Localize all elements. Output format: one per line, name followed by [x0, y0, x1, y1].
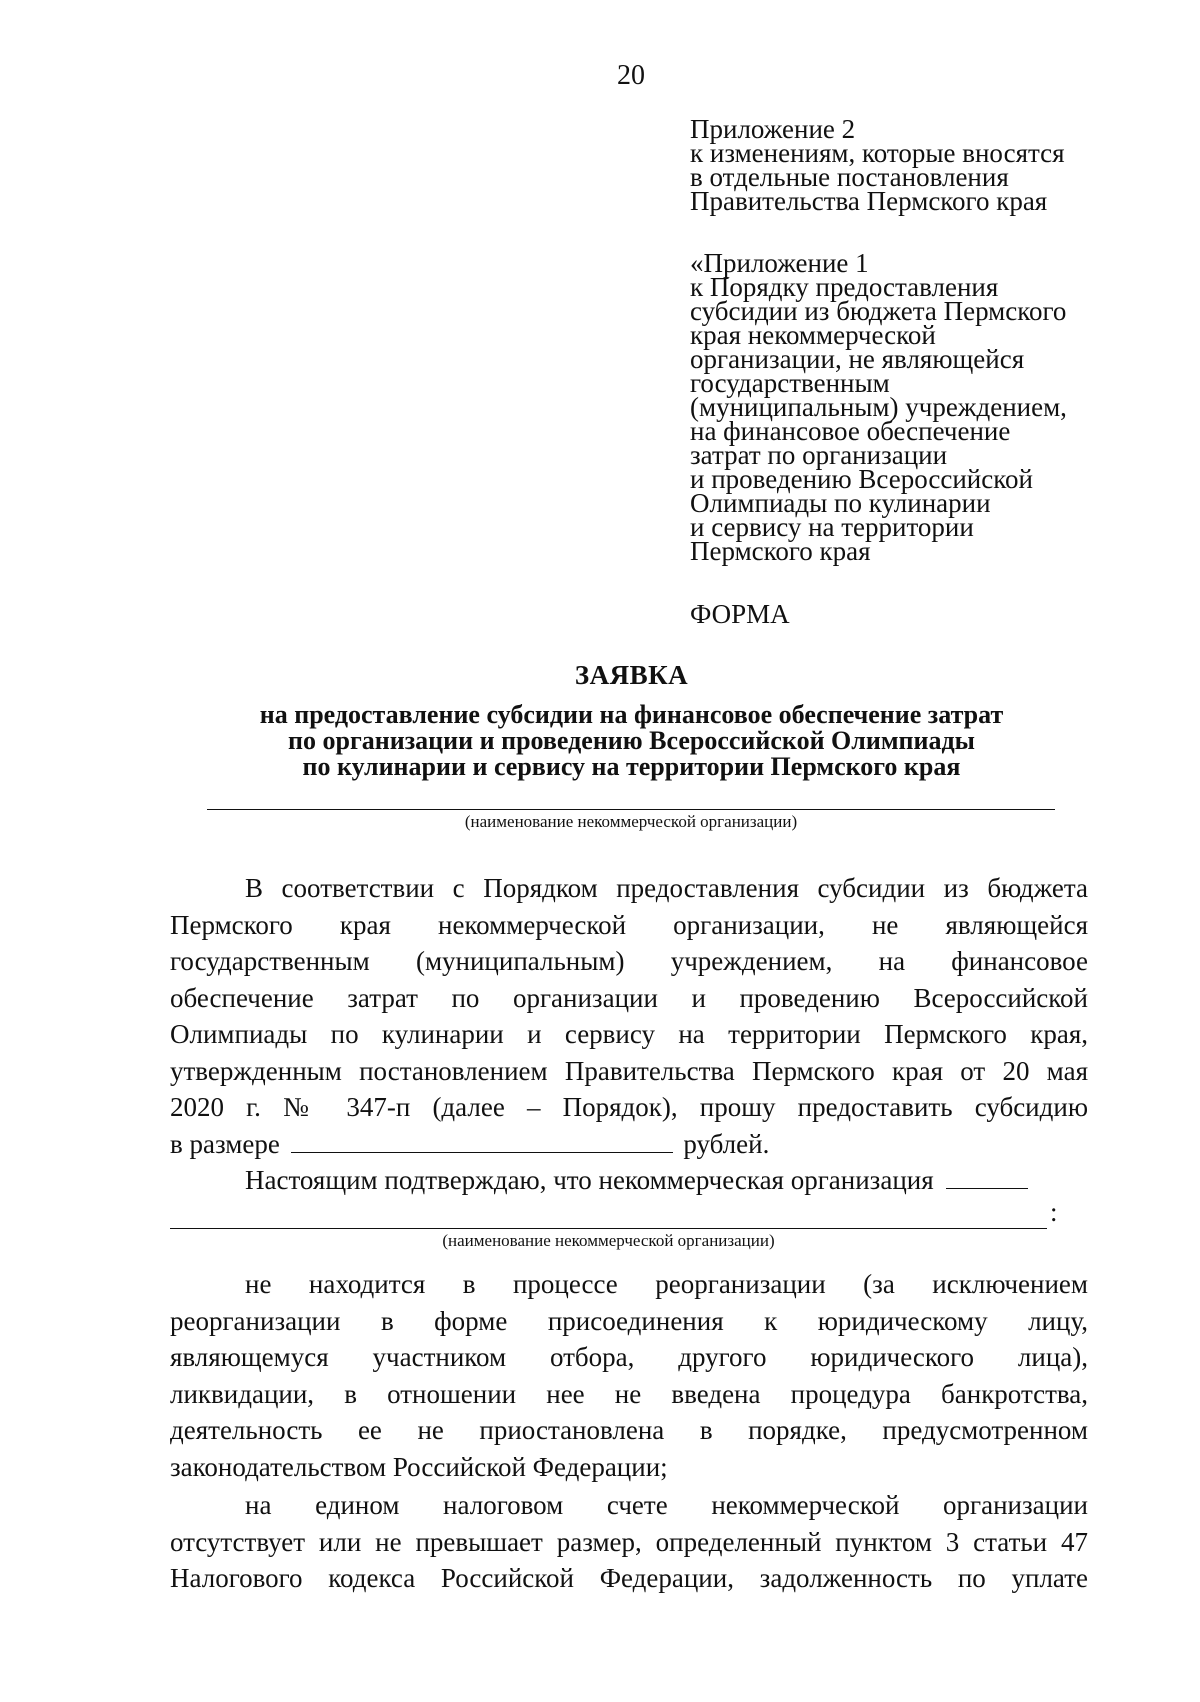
paragraph-line: государственным (муниципальным) учреждением, на финансовое [170, 946, 1088, 976]
org-name-caption: (наименование некоммерческой организации) [464, 812, 798, 831]
appendix-1-line: Пермского края [690, 536, 871, 566]
paragraph-line: реорганизации в форме присоединения к юридическому лицу, [170, 1305, 1088, 1336]
confirm-line [245, 1162, 1065, 1199]
subtitle-line: на предоставление субсидии на финансовое обеспечение затрат [259, 700, 1004, 729]
org-name-field-line-2[interactable] [170, 1228, 1047, 1229]
appendix-1-line: края некоммерческой [690, 320, 936, 350]
appendix-1-line: государственным [690, 368, 890, 398]
confirm-colon: : [1050, 1197, 1058, 1227]
subtitle-line: по организации и проведению Всероссийской Олимпиады [288, 726, 975, 755]
request-paragraph [170, 870, 1088, 1162]
paragraph-line: 2020 г. № 347-п (далее – Порядок), прошу предоставить субсидию [170, 1092, 1088, 1122]
appendix-1-line: «Приложение 1 [690, 248, 869, 278]
appendix-1-line: затрат по организации [690, 440, 948, 470]
appendix-1-line: и сервису на территории [690, 512, 974, 542]
amount-line [170, 1126, 1088, 1163]
paragraph-line: на едином налоговом счете некоммерческой организации [245, 1490, 1088, 1520]
paragraph-line: отсутствует или не превышает размер, определенный пунктом 3 статьи 47 [170, 1526, 1088, 1557]
appendix-2-line: к изменениям, которые вносятся [690, 138, 1065, 168]
paragraph-line: деятельность ее не приостановлена в порядке, предусмотренном [170, 1415, 1088, 1445]
tax-paragraph [170, 1487, 1088, 1597]
appendix-1-line: (муниципальным) учреждением, [690, 392, 1067, 422]
document-subtitle [170, 702, 1093, 780]
paragraph-line: Пермского края некоммерческой организации, не являющейся [170, 909, 1088, 940]
paragraph-line: являющемуся участником отбора, другого юридического лица), [170, 1342, 1088, 1372]
appendix-1-line: и проведению Всероссийской [690, 464, 1033, 494]
appendix-1-line: к Порядку предоставления [690, 272, 999, 302]
org-name-field-start[interactable] [946, 1166, 1028, 1189]
appendix-2-line: Приложение 2 [690, 114, 856, 144]
amount-suffix: рублей. [683, 1128, 770, 1159]
appendix-1-line: на финансовое обеспечение [690, 416, 1011, 446]
paragraph-line: ликвидации, в отношении нее не введена процедура банкротства, [170, 1378, 1088, 1409]
paragraph-line: не находится в процессе реорганизации (за исключением [245, 1269, 1088, 1299]
paragraph-line: обеспечение затрат по организации и проведению Всероссийской [170, 982, 1088, 1013]
org-name-caption-2: (наименование некоммерческой организации) [442, 1231, 775, 1250]
appendix-2-line: Правительства Пермского края [690, 186, 1048, 216]
appendix-2-header [690, 114, 1065, 216]
page-number: 20 [617, 60, 645, 91]
document-title: ЗАЯВКА [574, 660, 689, 690]
reorganization-paragraph [170, 1266, 1088, 1485]
appendix-1-header [690, 248, 1067, 566]
appendix-1-line: Олимпиады по кулинарии [690, 488, 991, 518]
paragraph-line: Налогового кодекса Российской Федерации, задолженность по уплате [170, 1563, 1088, 1593]
org-name-field-line[interactable] [207, 809, 1055, 810]
paragraph-line: законодательством Российской Федерации; [170, 1451, 668, 1482]
amount-prefix: в размере [170, 1128, 280, 1159]
amount-field-line[interactable] [291, 1130, 673, 1153]
appendix-2-line: в отдельные постановления [690, 162, 1009, 192]
appendix-1-line: организации, не являющейся [690, 344, 1025, 374]
subtitle-line: по кулинарии и сервису на территории Пермского края [302, 752, 961, 781]
paragraph-line: утвержденным постановлением Правительства Пермского края от 20 мая [170, 1055, 1088, 1086]
paragraph-line: Олимпиады по кулинарии и сервису на территории Пермского края, [170, 1019, 1088, 1049]
confirm-text: Настоящим подтверждаю, что некоммерческая организация [245, 1165, 934, 1195]
paragraph-line: В соответствии с Порядком предоставления субсидии из бюджета [245, 873, 1088, 903]
appendix-1-line: субсидии из бюджета Пермского [690, 296, 1067, 326]
form-label: ФОРМА [690, 599, 790, 629]
